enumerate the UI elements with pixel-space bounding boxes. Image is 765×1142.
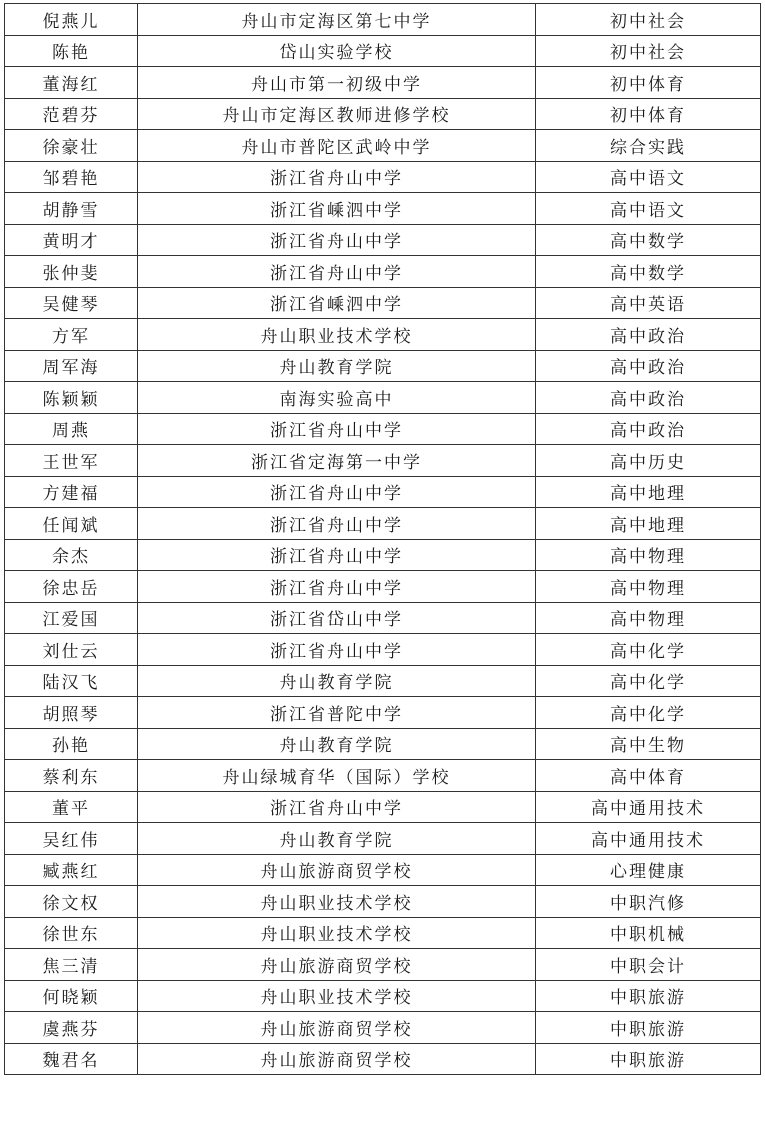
teacher-name-cell: 董海红 xyxy=(5,67,138,99)
school-cell: 舟山旅游商贸学校 xyxy=(138,949,536,981)
subject-cell: 高中物理 xyxy=(536,602,761,634)
table-row xyxy=(5,634,761,666)
school-cell: 舟山旅游商贸学校 xyxy=(138,1012,536,1044)
school-cell: 舟山市第一初级中学 xyxy=(138,67,536,99)
table-row xyxy=(5,854,761,886)
table-row xyxy=(5,382,761,414)
table-row xyxy=(5,1043,761,1075)
school-cell: 舟山教育学院 xyxy=(138,350,536,382)
school-cell: 浙江省舟山中学 xyxy=(138,224,536,256)
table-row xyxy=(5,917,761,949)
school-cell: 浙江省舟山中学 xyxy=(138,476,536,508)
subject-cell: 高中政治 xyxy=(536,382,761,414)
teacher-name-cell: 魏君名 xyxy=(5,1043,138,1075)
table-row xyxy=(5,1012,761,1044)
subject-cell: 心理健康 xyxy=(536,854,761,886)
school-cell: 浙江省舟山中学 xyxy=(138,791,536,823)
table-row xyxy=(5,980,761,1012)
subject-cell: 高中英语 xyxy=(536,287,761,319)
school-cell: 浙江省舟山中学 xyxy=(138,571,536,603)
teacher-name-cell: 胡静雪 xyxy=(5,193,138,225)
teacher-name-cell: 吴健琴 xyxy=(5,287,138,319)
teacher-name-cell: 蔡利东 xyxy=(5,760,138,792)
table-row xyxy=(5,571,761,603)
table-row xyxy=(5,130,761,162)
school-cell: 浙江省舟山中学 xyxy=(138,256,536,288)
school-cell: 舟山旅游商贸学校 xyxy=(138,854,536,886)
subject-cell: 高中政治 xyxy=(536,319,761,351)
teacher-name-cell: 董平 xyxy=(5,791,138,823)
table-row xyxy=(5,4,761,36)
school-cell: 舟山职业技术学校 xyxy=(138,886,536,918)
teacher-name-cell: 余杰 xyxy=(5,539,138,571)
table-row xyxy=(5,350,761,382)
teacher-name-cell: 任闻斌 xyxy=(5,508,138,540)
table-row xyxy=(5,161,761,193)
subject-cell: 高中物理 xyxy=(536,539,761,571)
subject-cell: 高中地理 xyxy=(536,508,761,540)
teacher-name-cell: 方军 xyxy=(5,319,138,351)
teacher-name-cell: 黄明才 xyxy=(5,224,138,256)
teacher-name-cell: 陈颖颖 xyxy=(5,382,138,414)
teacher-name-cell: 臧燕红 xyxy=(5,854,138,886)
subject-cell: 初中社会 xyxy=(536,4,761,36)
teacher-name-cell: 张仲斐 xyxy=(5,256,138,288)
teacher-name-cell: 徐忠岳 xyxy=(5,571,138,603)
teacher-roster-table xyxy=(4,3,761,1075)
subject-cell: 高中物理 xyxy=(536,571,761,603)
subject-cell: 初中体育 xyxy=(536,67,761,99)
subject-cell: 高中化学 xyxy=(536,634,761,666)
table-row xyxy=(5,602,761,634)
subject-cell: 高中语文 xyxy=(536,193,761,225)
school-cell: 舟山旅游商贸学校 xyxy=(138,1043,536,1075)
school-cell: 舟山市普陀区武岭中学 xyxy=(138,130,536,162)
school-cell: 舟山职业技术学校 xyxy=(138,980,536,1012)
subject-cell: 高中历史 xyxy=(536,445,761,477)
subject-cell: 高中化学 xyxy=(536,697,761,729)
subject-cell: 高中通用技术 xyxy=(536,823,761,855)
school-cell: 舟山职业技术学校 xyxy=(138,917,536,949)
subject-cell: 高中数学 xyxy=(536,256,761,288)
teacher-name-cell: 周燕 xyxy=(5,413,138,445)
teacher-name-cell: 孙艳 xyxy=(5,728,138,760)
subject-cell: 初中体育 xyxy=(536,98,761,130)
teacher-name-cell: 虞燕芬 xyxy=(5,1012,138,1044)
school-cell: 岱山实验学校 xyxy=(138,35,536,67)
table-row xyxy=(5,665,761,697)
table-row xyxy=(5,445,761,477)
school-cell: 浙江省舟山中学 xyxy=(138,539,536,571)
teacher-name-cell: 倪燕儿 xyxy=(5,4,138,36)
subject-cell: 中职汽修 xyxy=(536,886,761,918)
table-row xyxy=(5,949,761,981)
school-cell: 南海实验高中 xyxy=(138,382,536,414)
table-row xyxy=(5,539,761,571)
table-row xyxy=(5,697,761,729)
teacher-name-cell: 邹碧艳 xyxy=(5,161,138,193)
table-row xyxy=(5,193,761,225)
table-row xyxy=(5,823,761,855)
school-cell: 舟山市定海区第七中学 xyxy=(138,4,536,36)
teacher-name-cell: 徐豪壮 xyxy=(5,130,138,162)
table-row xyxy=(5,508,761,540)
table-row xyxy=(5,413,761,445)
school-cell: 浙江省定海第一中学 xyxy=(138,445,536,477)
school-cell: 舟山教育学院 xyxy=(138,728,536,760)
subject-cell: 中职旅游 xyxy=(536,980,761,1012)
teacher-name-cell: 刘仕云 xyxy=(5,634,138,666)
subject-cell: 高中地理 xyxy=(536,476,761,508)
school-cell: 浙江省嵊泗中学 xyxy=(138,193,536,225)
school-cell: 舟山市定海区教师进修学校 xyxy=(138,98,536,130)
subject-cell: 高中数学 xyxy=(536,224,761,256)
subject-cell: 高中通用技术 xyxy=(536,791,761,823)
subject-cell: 综合实践 xyxy=(536,130,761,162)
subject-cell: 初中社会 xyxy=(536,35,761,67)
school-cell: 浙江省舟山中学 xyxy=(138,634,536,666)
table-row xyxy=(5,224,761,256)
roster-body xyxy=(5,4,761,1075)
subject-cell: 中职会计 xyxy=(536,949,761,981)
school-cell: 舟山教育学院 xyxy=(138,823,536,855)
school-cell: 浙江省舟山中学 xyxy=(138,161,536,193)
teacher-name-cell: 胡照琴 xyxy=(5,697,138,729)
subject-cell: 中职旅游 xyxy=(536,1012,761,1044)
subject-cell: 中职机械 xyxy=(536,917,761,949)
table-row xyxy=(5,791,761,823)
teacher-name-cell: 江爱国 xyxy=(5,602,138,634)
subject-cell: 高中语文 xyxy=(536,161,761,193)
school-cell: 浙江省舟山中学 xyxy=(138,508,536,540)
teacher-name-cell: 焦三清 xyxy=(5,949,138,981)
table-row xyxy=(5,98,761,130)
school-cell: 浙江省舟山中学 xyxy=(138,413,536,445)
teacher-name-cell: 陆汉飞 xyxy=(5,665,138,697)
table-row xyxy=(5,67,761,99)
table-row xyxy=(5,256,761,288)
teacher-name-cell: 王世军 xyxy=(5,445,138,477)
subject-cell: 高中生物 xyxy=(536,728,761,760)
table-row xyxy=(5,287,761,319)
subject-cell: 高中体育 xyxy=(536,760,761,792)
school-cell: 舟山教育学院 xyxy=(138,665,536,697)
school-cell: 浙江省嵊泗中学 xyxy=(138,287,536,319)
table-row xyxy=(5,35,761,67)
table-row xyxy=(5,728,761,760)
table-row xyxy=(5,319,761,351)
school-cell: 舟山绿城育华（国际）学校 xyxy=(138,760,536,792)
subject-cell: 高中政治 xyxy=(536,350,761,382)
school-cell: 浙江省普陀中学 xyxy=(138,697,536,729)
teacher-name-cell: 陈艳 xyxy=(5,35,138,67)
table-row xyxy=(5,476,761,508)
teacher-name-cell: 方建福 xyxy=(5,476,138,508)
subject-cell: 中职旅游 xyxy=(536,1043,761,1075)
school-cell: 舟山职业技术学校 xyxy=(138,319,536,351)
teacher-name-cell: 徐文权 xyxy=(5,886,138,918)
teacher-name-cell: 徐世东 xyxy=(5,917,138,949)
teacher-name-cell: 范碧芬 xyxy=(5,98,138,130)
table-row xyxy=(5,886,761,918)
teacher-name-cell: 吴红伟 xyxy=(5,823,138,855)
subject-cell: 高中政治 xyxy=(536,413,761,445)
school-cell: 浙江省岱山中学 xyxy=(138,602,536,634)
teacher-name-cell: 周军海 xyxy=(5,350,138,382)
table-row xyxy=(5,760,761,792)
teacher-name-cell: 何晓颖 xyxy=(5,980,138,1012)
subject-cell: 高中化学 xyxy=(536,665,761,697)
